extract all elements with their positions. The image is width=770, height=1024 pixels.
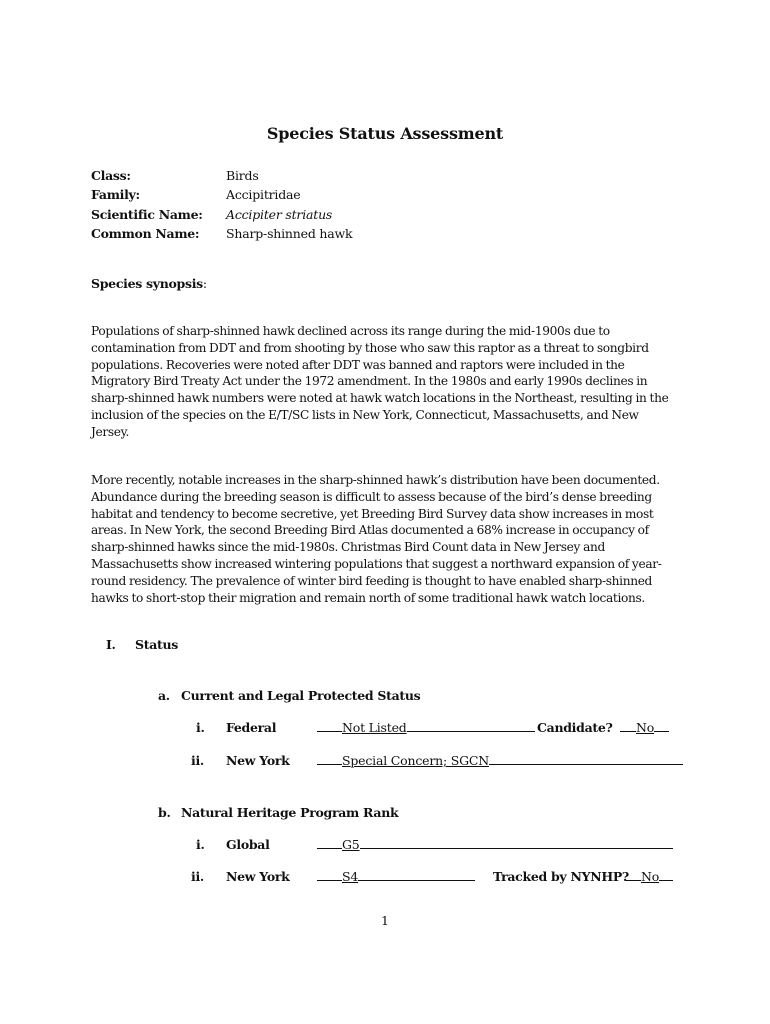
paragraph-line: habitat and tendency to become secretive, yet Breeding Bird Survey data show increases in most <box>91 506 654 521</box>
subsection-a-letter: a. <box>158 688 170 703</box>
paragraph-line: populations. Recoveries were noted after DDT was banned and raptors were included in the <box>91 357 625 372</box>
subsection-b-letter: b. <box>158 805 171 820</box>
page-number: 1 <box>381 913 389 928</box>
class-label: Class: <box>91 168 131 183</box>
synopsis-heading <box>91 276 207 291</box>
paragraph-line: Jersey. <box>91 424 130 439</box>
federal-status-field <box>317 720 535 735</box>
section-1-numeral: I. <box>106 637 116 652</box>
paragraph-line: inclusion of the species on the E/T/SC lists in New York, Connecticut, Massachusetts, and New <box>91 407 639 422</box>
scientific-name-label: Scientific Name: <box>91 207 203 222</box>
paragraph-line: More recently, notable increases in the sharp-shinned hawk’s distribution have been documented. <box>91 473 660 487</box>
ny-rank-value: S4 <box>342 869 359 884</box>
global-rank-numeral: i. <box>196 837 205 852</box>
common-name-label: Common Name: <box>91 226 200 241</box>
family-label: Family: <box>91 187 140 202</box>
global-rank-label: Global <box>226 837 270 852</box>
global-rank-value: G5 <box>342 837 360 852</box>
paragraph-line: Migratory Bird Treaty Act under the 1972 amendment. In the 1980s and early 1990s declines in <box>91 374 648 389</box>
tracked-field <box>625 869 673 884</box>
paragraph-line: hawks to short-stop their migration and remain north of some traditional hawk watch locations. <box>91 590 645 605</box>
synopsis-colon: : <box>202 276 207 291</box>
paragraph-line: areas. In New York, the second Breeding Bird Atlas documented a 68% increase in occupancy of <box>91 523 649 538</box>
paragraph-line: Populations of sharp-shinned hawk declined across its range during the mid-1900s due to <box>91 324 610 338</box>
subsection-a-title: Current and Legal Protected Status <box>181 688 421 703</box>
ny-status-label: New York <box>226 753 290 768</box>
paragraph-line: sharp-shinned hawk numbers were noted at hawk watch locations in the Northeast, resulting in the <box>91 391 669 406</box>
global-rank-field <box>317 837 673 852</box>
tracked-value: No <box>641 869 660 884</box>
federal-status-value: Not Listed <box>342 720 407 735</box>
tracked-label: Tracked by NYNHP? <box>493 869 629 884</box>
ny-rank-numeral: ii. <box>191 869 204 884</box>
synopsis-paragraph-2 <box>91 472 681 606</box>
section-1-title: Status <box>135 637 178 652</box>
federal-numeral: i. <box>196 720 205 735</box>
paragraph-line: Massachusetts show increased wintering populations that suggest a northward expansion of year- <box>91 556 662 571</box>
subsection-b-title: Natural Heritage Program Rank <box>181 805 399 820</box>
family-value: Accipitridae <box>226 187 301 202</box>
paragraph-line: round residency. The prevalence of winter bird feeding is thought to have enabled sharp-shinned <box>91 573 653 588</box>
paragraph-line: sharp-shinned hawks since the mid-1980s. Christmas Bird Count data in New Jersey and <box>91 540 605 555</box>
candidate-field <box>620 720 669 735</box>
candidate-label: Candidate? <box>537 720 613 735</box>
ny-status-field <box>317 753 683 768</box>
synopsis-heading-text: Species synopsis <box>91 276 203 291</box>
candidate-value: No <box>636 720 655 735</box>
ny-rank-label: New York <box>226 869 290 884</box>
synopsis-paragraph-1 <box>91 323 681 441</box>
common-name-value: Sharp-shinned hawk <box>226 226 353 241</box>
federal-label: Federal <box>226 720 277 735</box>
paragraph-line: contamination from DDT and from shooting by those who saw this raptor as a threat to songbird <box>91 340 649 355</box>
ny-status-numeral: ii. <box>191 753 204 768</box>
scientific-name-value: Accipiter striatus <box>226 207 333 222</box>
ny-status-value: Special Concern; SGCN <box>342 753 489 768</box>
paragraph-line: Abundance during the breeding season is difficult to assess because of the bird’s dense breeding <box>91 489 652 504</box>
page-title: Species Status Assessment <box>266 124 504 143</box>
class-value: Birds <box>226 168 259 183</box>
ny-rank-field <box>317 869 475 884</box>
